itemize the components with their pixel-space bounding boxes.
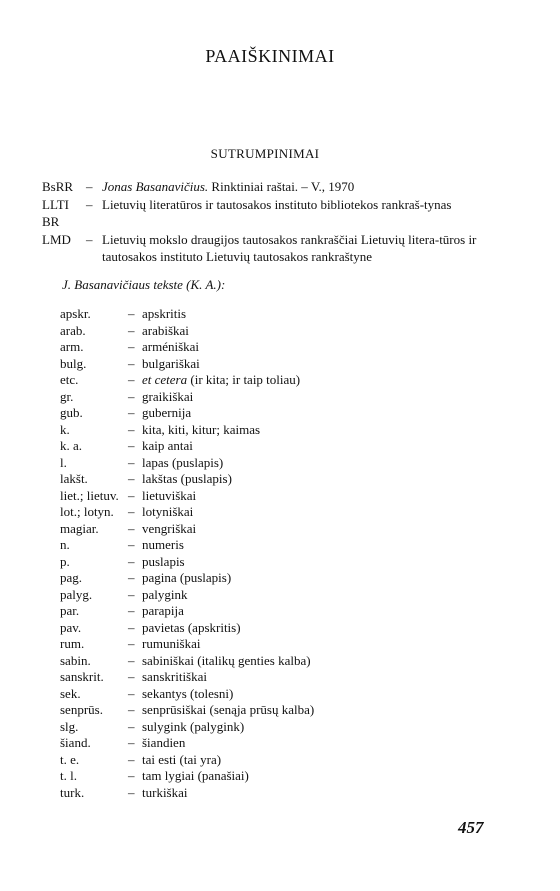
source-row bbox=[42, 231, 492, 265]
abbreviation-row bbox=[60, 636, 420, 653]
abbreviation-dash: – bbox=[128, 718, 135, 734]
abbreviation-list bbox=[60, 306, 420, 801]
abbreviation-dash: – bbox=[128, 438, 135, 453]
source-author: Jonas Basanavičius. bbox=[102, 179, 209, 194]
page-number: 457 bbox=[458, 818, 484, 837]
abbreviation-meaning: vengriškai bbox=[142, 520, 197, 536]
abbreviation-meaning: arabiškai bbox=[142, 322, 189, 338]
abbreviation-meaning: lapas (puslapis) bbox=[142, 454, 224, 470]
abbreviation-term: sek. bbox=[60, 685, 81, 701]
abbreviation-term: k. bbox=[60, 421, 70, 437]
abbreviation-dash: – bbox=[128, 372, 135, 387]
abbreviation-row bbox=[60, 405, 420, 422]
source-code: LMD bbox=[42, 232, 71, 247]
page-title: PAAIŠKINIMAI bbox=[205, 46, 335, 66]
abbreviation-row bbox=[60, 438, 420, 455]
abbreviation-dash: – bbox=[128, 471, 135, 486]
abbreviation-meaning-italic: et cetera bbox=[142, 372, 188, 387]
abbreviation-row bbox=[60, 323, 420, 340]
abbreviation-row bbox=[60, 752, 420, 769]
abbreviation-meaning bbox=[142, 372, 420, 389]
abbreviation-dash: – bbox=[128, 570, 135, 585]
abbreviation-dash: – bbox=[128, 586, 135, 602]
subsection-label: J. Basanavičiaus tekste (K. A.): bbox=[62, 277, 226, 292]
abbreviation-meaning: senprūsiškai (senąja prūsų kalba) bbox=[142, 702, 315, 717]
abbreviation-dash: – bbox=[128, 685, 135, 701]
abbreviation-term: pag. bbox=[60, 570, 83, 585]
source-code: LLTI BR bbox=[42, 197, 69, 229]
abbreviation-meaning: apskritis bbox=[142, 306, 187, 321]
abbreviation-dash: – bbox=[128, 784, 135, 800]
abbreviation-dash: – bbox=[128, 702, 135, 717]
abbreviation-dash: – bbox=[128, 652, 135, 668]
abbreviation-row bbox=[60, 372, 420, 389]
abbreviation-term: lot.; lotyn. bbox=[60, 504, 114, 519]
abbreviation-term: etc. bbox=[60, 372, 79, 387]
abbreviation-term: p. bbox=[60, 553, 70, 569]
abbreviation-meaning: puslapis bbox=[142, 553, 185, 569]
abbreviation-row bbox=[60, 455, 420, 472]
abbreviation-term: senprūs. bbox=[60, 702, 103, 717]
abbreviation-row bbox=[60, 669, 420, 686]
abbreviation-term: sanskrit. bbox=[60, 669, 104, 684]
abbreviation-row bbox=[60, 719, 420, 736]
source-description: Lietuvių literatūros ir tautosakos instituto bibliotekos rankraš-tynas bbox=[102, 197, 452, 212]
abbreviation-term: sabin. bbox=[60, 652, 91, 668]
abbreviation-meaning: šiandien bbox=[142, 735, 186, 750]
abbreviation-row bbox=[60, 537, 420, 554]
source-row bbox=[42, 196, 492, 230]
abbreviation-term: gub. bbox=[60, 405, 83, 420]
abbreviation-meaning: numeris bbox=[142, 537, 184, 552]
abbreviation-term: šiand. bbox=[60, 735, 91, 750]
abbreviation-row bbox=[60, 785, 420, 802]
abbreviation-row bbox=[60, 471, 420, 488]
abbreviation-term: slg. bbox=[60, 718, 79, 734]
abbreviation-term: k. a. bbox=[60, 438, 83, 453]
abbreviation-meaning: kaip antai bbox=[142, 438, 193, 453]
abbreviation-meaning: kita, kiti, kitur; kaimas bbox=[142, 421, 261, 437]
abbreviation-row bbox=[60, 702, 420, 719]
abbreviation-meaning: pavietas (apskritis) bbox=[142, 619, 241, 635]
abbreviation-dash: – bbox=[128, 768, 135, 783]
abbreviation-row bbox=[60, 339, 420, 356]
abbreviation-term: gr. bbox=[60, 388, 74, 404]
abbreviation-meaning: pagina (puslapis) bbox=[142, 570, 232, 585]
source-code: BsRR bbox=[42, 179, 74, 194]
abbreviation-dash: – bbox=[128, 405, 135, 420]
abbreviation-dash: – bbox=[128, 487, 135, 503]
abbreviation-row bbox=[60, 554, 420, 571]
abbreviation-meaning: sanskritiškai bbox=[142, 669, 207, 684]
abbreviation-meaning: lakštas (puslapis) bbox=[142, 471, 232, 486]
abbreviation-row bbox=[60, 653, 420, 670]
abbreviation-row bbox=[60, 422, 420, 439]
section-title: SUTRUMPINIMAI bbox=[210, 146, 320, 161]
abbreviation-meaning: sabiniškai (italikų genties kalba) bbox=[142, 652, 311, 668]
abbreviation-term: arab. bbox=[60, 322, 86, 338]
abbreviation-meaning: palygink bbox=[142, 586, 188, 602]
abbreviation-meaning: turkiškai bbox=[142, 784, 188, 800]
abbreviation-meaning: rumuniškai bbox=[142, 636, 201, 651]
abbreviation-row bbox=[60, 735, 420, 752]
abbreviation-dash: – bbox=[128, 603, 135, 618]
abbreviation-term: palyg. bbox=[60, 586, 93, 602]
abbreviation-dash: – bbox=[128, 537, 135, 552]
source-dash: – bbox=[86, 197, 93, 212]
abbreviation-meaning: graikiškai bbox=[142, 388, 194, 404]
abbreviation-term: par. bbox=[60, 603, 80, 618]
sources-list bbox=[42, 178, 492, 265]
abbreviation-meaning-rest: (ir kita; ir taip toliau) bbox=[187, 372, 301, 387]
abbreviation-meaning: arméniškai bbox=[142, 339, 200, 354]
abbreviation-meaning: sulygink (palygink) bbox=[142, 718, 245, 734]
abbreviation-row bbox=[60, 356, 420, 373]
abbreviation-term: rum. bbox=[60, 636, 85, 651]
abbreviation-meaning: lotyniškai bbox=[142, 504, 194, 519]
abbreviation-dash: – bbox=[128, 520, 135, 536]
abbreviation-meaning: bulgariškai bbox=[142, 355, 200, 371]
source-dash: – bbox=[86, 232, 93, 247]
abbreviation-dash: – bbox=[128, 636, 135, 651]
abbreviation-meaning: gubernija bbox=[142, 405, 192, 420]
abbreviation-dash: – bbox=[128, 388, 135, 404]
abbreviation-dash: – bbox=[128, 339, 135, 354]
abbreviation-dash: – bbox=[128, 454, 135, 470]
abbreviation-term: magiar. bbox=[60, 520, 99, 536]
abbreviation-term: bulg. bbox=[60, 355, 87, 371]
abbreviation-dash: – bbox=[128, 735, 135, 750]
abbreviation-dash: – bbox=[128, 751, 135, 767]
abbreviation-dash: – bbox=[128, 619, 135, 635]
abbreviation-row bbox=[60, 504, 420, 521]
source-row bbox=[42, 178, 492, 195]
abbreviation-meaning: tam lygiai (panašiai) bbox=[142, 768, 249, 783]
abbreviation-term: t. e. bbox=[60, 751, 80, 767]
abbreviation-term: t. l. bbox=[60, 768, 77, 783]
abbreviation-meaning: sekantys (tolesni) bbox=[142, 685, 234, 701]
abbreviation-row bbox=[60, 570, 420, 587]
abbreviation-row bbox=[60, 306, 420, 323]
source-dash: – bbox=[86, 179, 93, 194]
source-description: Lietuvių mokslo draugijos tautosakos rankraščiai Lietuvių litera-tūros ir tautosakos instituto Lietuvių tautosakos rankraštyne bbox=[102, 232, 477, 264]
abbreviation-term: arm. bbox=[60, 339, 84, 354]
abbreviation-dash: – bbox=[128, 553, 135, 569]
abbreviation-term: n. bbox=[60, 537, 70, 552]
abbreviation-dash: – bbox=[128, 669, 135, 684]
abbreviation-dash: – bbox=[128, 355, 135, 371]
abbreviation-dash: – bbox=[128, 504, 135, 519]
abbreviation-dash: – bbox=[128, 306, 135, 321]
abbreviation-row bbox=[60, 603, 420, 620]
abbreviation-row bbox=[60, 587, 420, 604]
abbreviation-row bbox=[60, 768, 420, 785]
abbreviation-row bbox=[60, 620, 420, 637]
abbreviation-row bbox=[60, 389, 420, 406]
abbreviation-row bbox=[60, 488, 420, 505]
abbreviation-term: apskr. bbox=[60, 306, 91, 321]
abbreviation-dash: – bbox=[128, 421, 135, 437]
abbreviation-dash: – bbox=[128, 322, 135, 338]
abbreviation-meaning: parapija bbox=[142, 603, 184, 618]
abbreviation-row bbox=[60, 521, 420, 538]
source-text: Rinktiniai raštai. – V., 1970 bbox=[208, 179, 355, 194]
abbreviation-term: lakšt. bbox=[60, 471, 88, 486]
abbreviation-term: pav. bbox=[60, 619, 82, 635]
abbreviation-meaning: tai esti (tai yra) bbox=[142, 751, 222, 767]
abbreviation-term: l. bbox=[60, 454, 67, 470]
source-description bbox=[102, 178, 492, 195]
abbreviation-term: liet.; lietuv. bbox=[60, 487, 119, 503]
abbreviation-row bbox=[60, 686, 420, 703]
abbreviation-term: turk. bbox=[60, 784, 85, 800]
abbreviation-meaning: lietuviškai bbox=[142, 487, 197, 503]
